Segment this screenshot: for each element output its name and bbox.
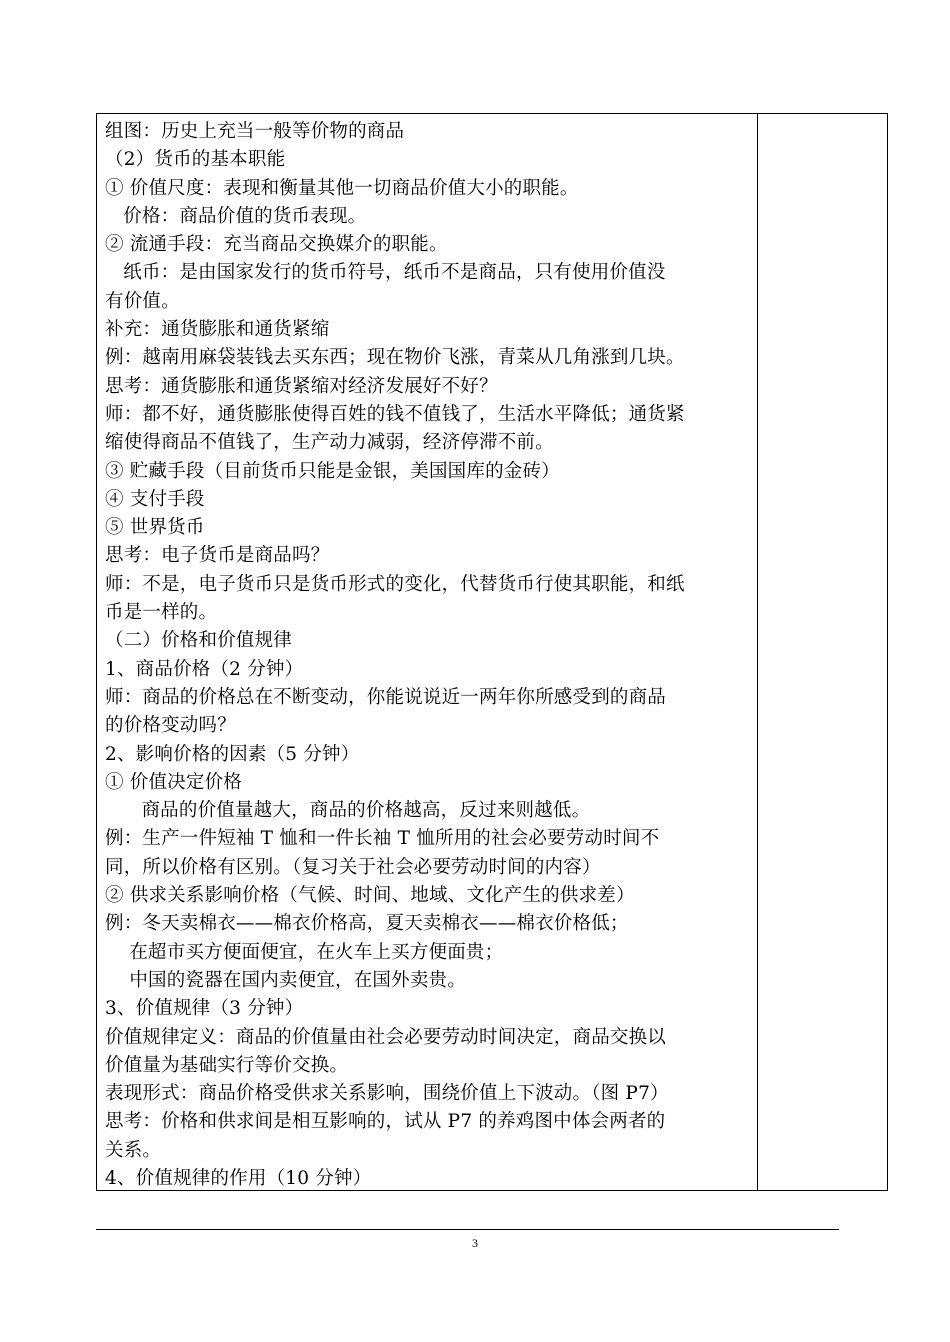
text-line: 2、影响价格的因素（5 分钟） bbox=[105, 743, 360, 765]
page-number: 3 bbox=[472, 1236, 478, 1250]
text-line: 币是一样的。 bbox=[105, 602, 218, 624]
text-line: 例：生产一件短袖 T 恤和一件长袖 T 恤所用的社会必要劳动时间不 bbox=[105, 828, 660, 850]
text-line: ⑤ 世界货币 bbox=[105, 517, 205, 539]
text-line: 1、商品价格（2 分钟） bbox=[105, 658, 304, 680]
text-line: 价值量为基础实行等价交换。 bbox=[105, 1054, 349, 1076]
text-line: 4、价值规律的作用（10 分钟） bbox=[105, 1167, 372, 1189]
text-line: （二）价格和价值规律 bbox=[105, 630, 293, 652]
text-line: 思考：通货膨胀和通货紧缩对经济发展好不好？ bbox=[105, 375, 498, 397]
lesson-content bbox=[105, 118, 753, 1193]
text-line: 价格：商品价值的货币表现。 bbox=[105, 205, 367, 227]
footer-rule bbox=[96, 1229, 839, 1230]
text-line: 纸币：是由国家发行的货币符号，纸币不是商品，只有使用价值没 bbox=[105, 262, 666, 284]
text-line: （2）货币的基本职能 bbox=[105, 149, 286, 171]
text-line: 同，所以价格有区别。（复习关于社会必要劳动时间的内容） bbox=[105, 856, 601, 878]
text-line: 师：商品的价格总在不断变动，你能说说近一两年你所感受到的商品 bbox=[105, 686, 667, 708]
text-line: 缩使得商品不值钱了，生产动力减弱，经济停滞不前。 bbox=[105, 432, 554, 454]
text-line: 组图：历史上充当一般等价物的商品 bbox=[105, 121, 405, 142]
text-line: 师：都不好，通货膨胀使得百姓的钱不值钱了，生活水平降低；通货紧 bbox=[105, 403, 685, 425]
text-line: 关系。 bbox=[105, 1139, 162, 1161]
text-line: 思考：价格和供求间是相互影响的，试从 P7 的养鸡图中体会两者的 bbox=[105, 1111, 666, 1133]
text-line: 中国的瓷器在国内卖便宜，在国外卖贵。 bbox=[105, 969, 466, 991]
text-line: 补充：通货膨胀和通货紧缩 bbox=[105, 319, 330, 341]
text-line: 思考：电子货币是商品吗？ bbox=[105, 545, 330, 567]
text-line: 例：冬天卖棉衣——棉衣价格高，夏天卖棉衣——棉衣价格低； bbox=[105, 913, 629, 935]
text-line: ③ 贮藏手段（目前货币只能是金银，美国国库的金砖） bbox=[105, 460, 560, 482]
lesson-table bbox=[96, 113, 888, 1191]
text-line: 商品的价值量越大，商品的价格越高，反过来则越低。 bbox=[105, 800, 591, 822]
text-line: ② 供求关系影响价格（气候、时间、地域、文化产生的供求差） bbox=[105, 885, 635, 907]
text-line: 表现形式：商品价格受供求关系影响，围绕价值上下波动。（图 P7） bbox=[105, 1083, 669, 1105]
text-line: 在超市买方便面便宜，在火车上买方便面贵； bbox=[105, 941, 504, 963]
text-line: 价值规律定义：商品的价值量由社会必要劳动时间决定，商品交换以 bbox=[105, 1026, 667, 1048]
column-divider bbox=[757, 114, 758, 1190]
text-line: ② 流通手段：充当商品交换媒介的职能。 bbox=[105, 234, 448, 256]
text-line: 有价值。 bbox=[105, 290, 180, 312]
text-line: ① 价值尺度：表现和衡量其他一切商品价值大小的职能。 bbox=[105, 177, 579, 199]
text-line: 的价格变动吗？ bbox=[105, 715, 236, 737]
text-line: ① 价值决定价格 bbox=[105, 771, 242, 793]
text-line: ④ 支付手段 bbox=[105, 488, 205, 510]
text-line: 例：越南用麻袋装钱去买东西；现在物价飞涨，青菜从几角涨到几块。 bbox=[105, 347, 685, 369]
text-line: 师：不是，电子货币只是货币形式的变化，代替货币行使其职能，和纸 bbox=[105, 573, 685, 595]
text-line: 3、价值规律（3 分钟） bbox=[105, 998, 304, 1020]
